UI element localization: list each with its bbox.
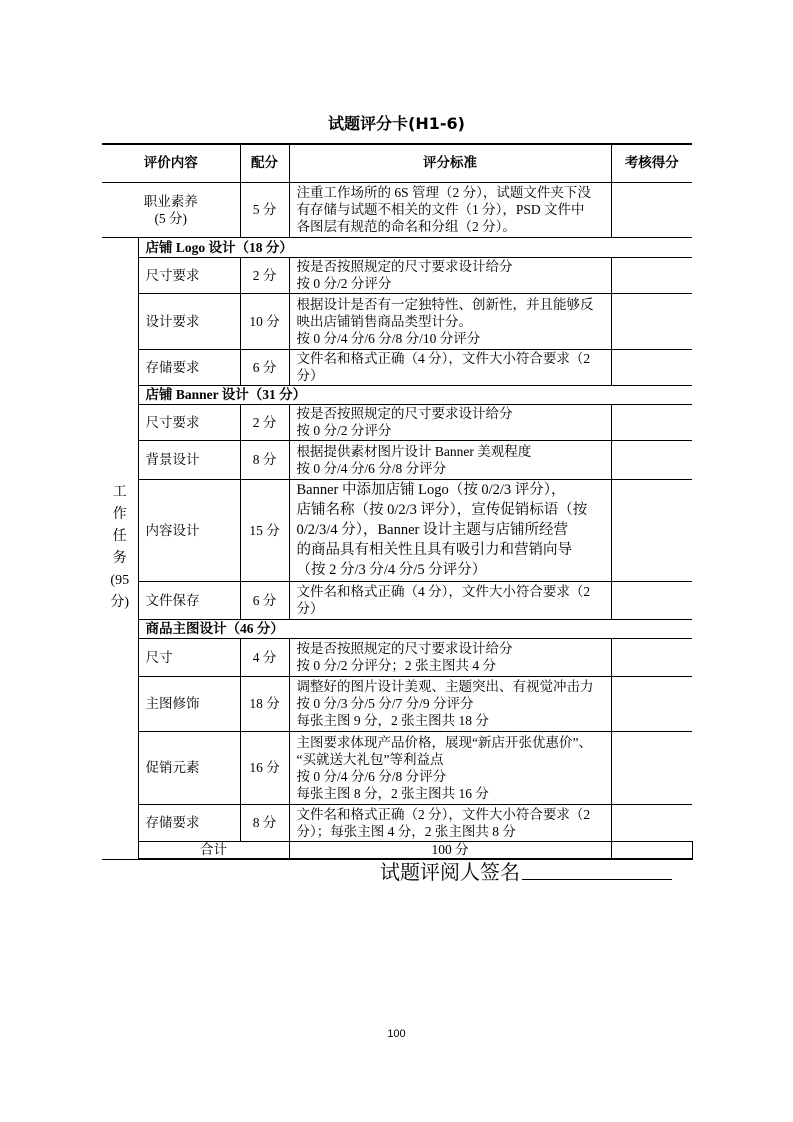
table-row (102, 293, 692, 349)
professional-label-line: 职业素养 (143, 193, 198, 209)
criteria-cell (289, 404, 611, 440)
signature-label: 试题评阅人签名 (380, 862, 520, 884)
page-title: 试题评分卡(H1-6) (328, 114, 465, 133)
criteria-cell (289, 293, 611, 349)
item-name: 尺寸要求 (138, 404, 240, 440)
criteria-cell (289, 440, 611, 479)
item-name: 促销元素 (138, 731, 240, 804)
page-number: 100 (387, 1028, 406, 1040)
task-group-char: 务 (112, 551, 127, 566)
criteria-line: 分） (296, 601, 324, 616)
criteria-cell (289, 581, 611, 619)
table-row (102, 676, 692, 731)
professional-label (102, 182, 240, 237)
criteria-line: Banner 中添加店铺 Logo（按 0/2/3 评分）， (296, 482, 566, 498)
task-group-char: 工 (112, 485, 127, 500)
criteria-line: 主图要求体现产品价格，展现“新店开张优惠价”、 (296, 734, 592, 750)
section-row (102, 237, 692, 257)
criteria-line: 按 0 分/4 分/6 分/8 分评分 (296, 768, 447, 784)
item-name: 背景设计 (138, 440, 240, 479)
header-row (102, 144, 692, 182)
criteria-line: 按是否按照规定的尺寸要求设计给分 (296, 406, 513, 421)
section-title: 店铺 Logo 设计（18 分） (138, 237, 692, 257)
score-cell (611, 293, 692, 349)
task-group-char: (95 (110, 573, 130, 588)
criteria-cell (289, 349, 611, 385)
item-name: 主图修饰 (138, 676, 240, 731)
criteria-line: 按 0 分/4 分/6 分/8 分评分 (296, 460, 447, 476)
item-name: 设计要求 (138, 293, 240, 349)
criteria-cell (289, 257, 611, 293)
table-row (102, 182, 692, 237)
points-cell: 5 分 (240, 182, 289, 237)
header-criteria: 评分标准 (289, 144, 611, 182)
header-content: 评价内容 (102, 144, 240, 182)
score-cell (611, 440, 692, 479)
section-title: 商品主图设计（46 分） (138, 619, 692, 638)
criteria-line: 按 0 分/4 分/6 分/8 分/10 分评分 (296, 330, 481, 346)
table-row (102, 479, 692, 581)
criteria-line: 按 0 分/3 分/5 分/7 分/9 分评分 (296, 696, 474, 711)
score-cell (611, 731, 692, 804)
total-label: 合计 (138, 841, 289, 859)
points-cell: 8 分 (240, 440, 289, 479)
criteria-line: 的商品具有相关性且具有吸引力和营销向导 (296, 542, 572, 558)
criteria-line: “买就送大礼包”等利益点 (296, 751, 444, 767)
points-cell: 18 分 (240, 676, 289, 731)
criteria-line: 按 0 分/2 分评分 (296, 276, 392, 291)
score-cell (611, 676, 692, 731)
section-title: 店铺 Banner 设计（31 分） (138, 385, 692, 404)
item-name: 尺寸要求 (138, 257, 240, 293)
section-row (102, 385, 692, 404)
criteria-line: 文件名和格式正确（4 分），文件大小符合要求（2 (296, 584, 591, 599)
criteria-line: 调整好的图片设计美观、主题突出、有视觉冲击力 (296, 679, 594, 694)
table-row (102, 804, 692, 841)
criteria-line: 每张主图 9 分，2 张主图共 18 分 (296, 713, 489, 728)
criteria-line: 文件名和格式正确（2 分），文件大小符合要求（2 (296, 806, 591, 822)
points-cell: 15 分 (240, 479, 289, 581)
item-name: 内容设计 (138, 479, 240, 581)
task-group-char: 作 (112, 507, 127, 522)
score-cell (611, 404, 692, 440)
points-cell: 10 分 (240, 293, 289, 349)
criteria-line: 店铺名称（按 0/2/3 评分），宣传促销标语（按 (296, 502, 588, 518)
criteria-cell (289, 638, 611, 676)
criteria-line: 根据设计是否有一定独特性、创新性，并且能够反 (296, 296, 594, 312)
score-cell (611, 182, 692, 237)
score-cell (611, 349, 692, 385)
criteria-line: 映出店铺销售商品类型计分。 (296, 313, 472, 329)
criteria-line: 0/2/3/4 分），Banner 设计主题与店铺所经营 (296, 522, 568, 538)
item-name: 存储要求 (138, 804, 240, 841)
criteria-line: 分） (296, 368, 324, 383)
table-row (102, 257, 692, 293)
item-name: 存储要求 (138, 349, 240, 385)
header-score: 考核得分 (611, 144, 692, 182)
section-row (102, 619, 692, 638)
criteria-line: 注重工作场所的 6S 管理（2 分），试题文件夹下没 (296, 185, 591, 200)
task-group-char: 任 (112, 529, 127, 544)
table-row (102, 731, 692, 804)
criteria-line: 文件名和格式正确（4 分），文件大小符合要求（2 (296, 351, 591, 366)
criteria-line: 有存储与试题不相关的文件（1 分），PSD 文件中 (296, 202, 585, 217)
score-cell (611, 479, 692, 581)
task-group-char: 分) (110, 595, 130, 610)
criteria-cell (289, 676, 611, 731)
total-points: 100 分 (289, 841, 611, 859)
criteria-cell (289, 182, 611, 237)
item-name: 文件保存 (138, 581, 240, 619)
score-cell (611, 804, 692, 841)
table-row (102, 404, 692, 440)
header-points: 配分 (240, 144, 289, 182)
professional-label-line: (5 分) (154, 210, 188, 226)
table-row (102, 638, 692, 676)
criteria-line: 每张主图 8 分，2 张主图共 16 分 (296, 785, 489, 801)
criteria-line: （按 2 分/3 分/4 分/5 分评分） (296, 562, 487, 578)
criteria-cell (289, 804, 611, 841)
table-row (102, 581, 692, 619)
criteria-line: 各图层有规范的命名和分组（2 分）。 (296, 219, 516, 234)
criteria-cell (289, 731, 611, 804)
points-cell: 6 分 (240, 349, 289, 385)
criteria-line: 分）；每张主图 4 分，2 张主图共 8 分 (296, 823, 516, 839)
criteria-cell (611, 841, 692, 859)
criteria-line: 根据提供素材图片设计 Banner 美观程度 (296, 443, 532, 459)
table-row (102, 440, 692, 479)
criteria-line: 按 0 分/2 分评分；2 张主图共 4 分 (296, 658, 497, 673)
points-cell: 8 分 (240, 804, 289, 841)
points-cell: 16 分 (240, 731, 289, 804)
points-cell: 6 分 (240, 581, 289, 619)
criteria-line: 按 0 分/2 分评分 (296, 423, 392, 438)
scoring-table (102, 143, 692, 860)
criteria-cell (289, 479, 611, 581)
points-cell: 4 分 (240, 638, 289, 676)
signature-line (522, 860, 672, 880)
table-row (102, 349, 692, 385)
criteria-line: 按是否按照规定的尺寸要求设计给分 (296, 641, 513, 656)
criteria-line: 按是否按照规定的尺寸要求设计给分 (296, 259, 513, 274)
score-cell (611, 581, 692, 619)
score-cell (611, 638, 692, 676)
score-cell (611, 257, 692, 293)
points-cell: 2 分 (240, 257, 289, 293)
item-name: 尺寸 (138, 638, 240, 676)
task-group-label (102, 237, 138, 859)
reviewer-signature (380, 860, 672, 886)
total-row (102, 841, 692, 859)
points-cell: 2 分 (240, 404, 289, 440)
